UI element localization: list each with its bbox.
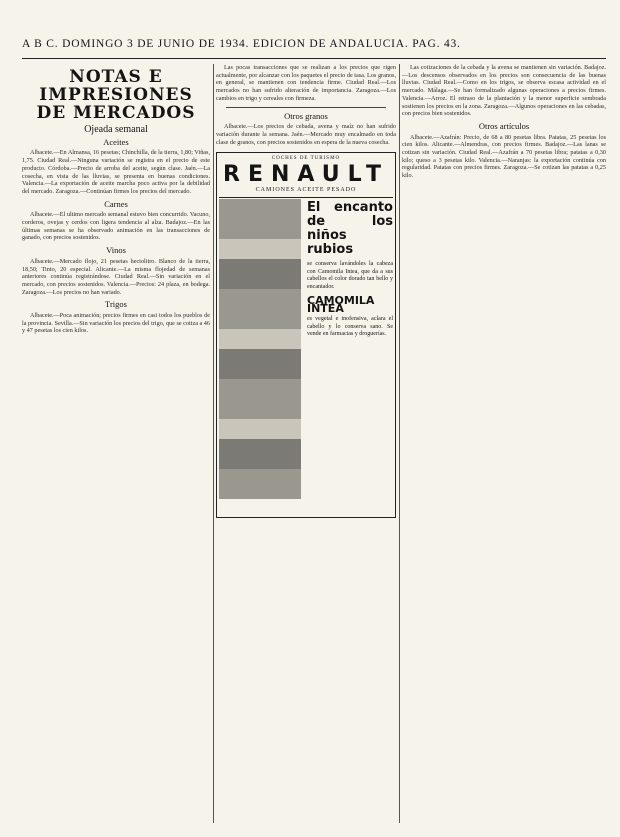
section-heading-aceites: Aceites: [103, 136, 129, 147]
section-text: Albacete.—El ultimo mercado semanal estuvo bien concurrido. Vacuno, corderos, ovejas y cerdos con ligera tendencia al alza. Badajoz.—En las últimas semanas se ha observado animación en las transacciones de ganado, con precios sostenidos.: [22, 211, 210, 242]
ad-product: CAMOMILA INTEA: [307, 294, 375, 315]
section-text: Albacete.—Poca animación; precios firmes en casi todos los pueblos de la provincia. Sevilla.—Sin variación los precios del trigo, que se cotiza a 46 y 47 pesetas los cien kilos.: [22, 312, 210, 335]
ad-text: se conserva lavándoles la cabeza con Camomila Intea, que da a sus cabellos el color dorado tan bello y encantador.: [307, 261, 393, 290]
section-heading-trigos: Trigos: [105, 299, 127, 310]
ad-text: es vegetal e inofensiva, aclara el cabello y lo conserva sano. Se vende en farmacias y droguerías.: [307, 316, 393, 338]
ad-topline: COCHES DE TURISMO: [271, 156, 341, 162]
section-text: Las cotizaciones de la cebada y la avena se mantienen sin variación. Badajoz.—Los descensos observados en los precios son consecuencia de las buenas lluvias. Ciudad Real.—Como en los trigos, se observa escasa actividad en el mercado. Málaga.—Se han formalizado algunas operaciones a precios firmes. Valencia.—Arroz. El retraso de la plantación y la menor superficie sembrada sostienen los precios en la zona. Zaragoza.—Algunos operaciones en las cebadas, con precios bien sostenidos.: [402, 64, 606, 118]
section-heading-carnes: Carnes: [104, 198, 128, 209]
column-2: [216, 64, 396, 823]
column-divider: [213, 64, 214, 823]
section-text: Albacete.—Los precios de cebada, avena y maíz no han sufrido variación durante la semana. Jaén.—Mercado muy encalmado en toda clase de granos, con precios sostenidos en espera de la nueva cosecha.: [216, 123, 396, 146]
section-text: Albacete.—Mercado flojo, 21 pesetas hectolitro. Blanco de la tierra, 18,50; Tinto, 20 especial. Alicante.—La misma flojedad de semanas anteriores continúa registrándose. Ciudad Real.—Sin variación en el mercado, con precios sostenidos. Valencia.—Precios: 24 plaza, en bodega. Zaragoza.—Los precios no han variado.: [22, 257, 210, 296]
article-title: NOTAS E IMPRESIONES DE MERCADOS: [36, 67, 196, 123]
section-text: Las pocas transacciones que se realizan a los precios que rigen actualmente, por alcanzar con los paquetes el precio de tasa. Los granos, en general, se mantienen con tendencia firme. Ciudad Real.—Los mercados no han sufrido alteración de importancia. Zaragoza.—Los cambios en trigo y cereales con firmeza.: [216, 64, 396, 102]
header-rule: [22, 58, 606, 59]
ad-body: [307, 201, 393, 515]
section-text: Albacete.—Azafrán: Precio, de 68 a 80 pesetas libra. Patatas, 25 pesetas los cien kilos. Alicante.—Almendras, con precios firmes. Badajoz.—Las lanas se cotizan sin variación. Ciudad Real.—Azafrán a 70 pesetas libra; patatas a 0,30 kilo; queso a 3 pesetas kilo. Valencia.—Naranjas: la exportación continúa con regularidad. Patatas con precios firmes. Zaragoza.—Se cotizan las patatas a 0,25 kilo.: [402, 133, 606, 180]
advertisement: [216, 152, 396, 518]
ad-subline: CAMIONES ACEITE PESADO: [219, 187, 393, 198]
section-heading-vinos: Vinos: [106, 245, 126, 256]
article-subtitle: Ojeada semanal: [84, 124, 148, 135]
ad-headline: El encanto de los niños rubios: [307, 200, 393, 258]
divider: [226, 107, 386, 108]
page-header: A B C. DOMINGO 3 DE JUNIO DE 1934. EDICION DE ANDALUCIA. PAG. 43.: [22, 38, 461, 50]
ad-photo: [219, 199, 301, 499]
section-heading-otros-granos: Otros granos: [284, 110, 328, 121]
ad-brand: RENAULT: [223, 162, 389, 188]
column-1: [22, 64, 210, 823]
column-divider: [399, 64, 400, 823]
section-heading-otros-articulos: Otros artículos: [478, 120, 530, 131]
section-text: Albacete.—En Almansa, 16 pesetas; Chinchilla, de la tierra, 1,80; Viñas, 1,75. Ciudad Real.—Ninguna variación se registra en el precio de este producto. Córdoba.—Precio de arroba del aceite, según clase. Jaén.—La cosecha, en vista de las lluvias, se presenta en buenas condiciones. Valencia.—La exportación de aceite marcha poco activa por la debilidad del mercado. Zaragoza.—Continúan firmes los precios del mercado.: [22, 149, 210, 195]
column-3: [402, 64, 606, 823]
